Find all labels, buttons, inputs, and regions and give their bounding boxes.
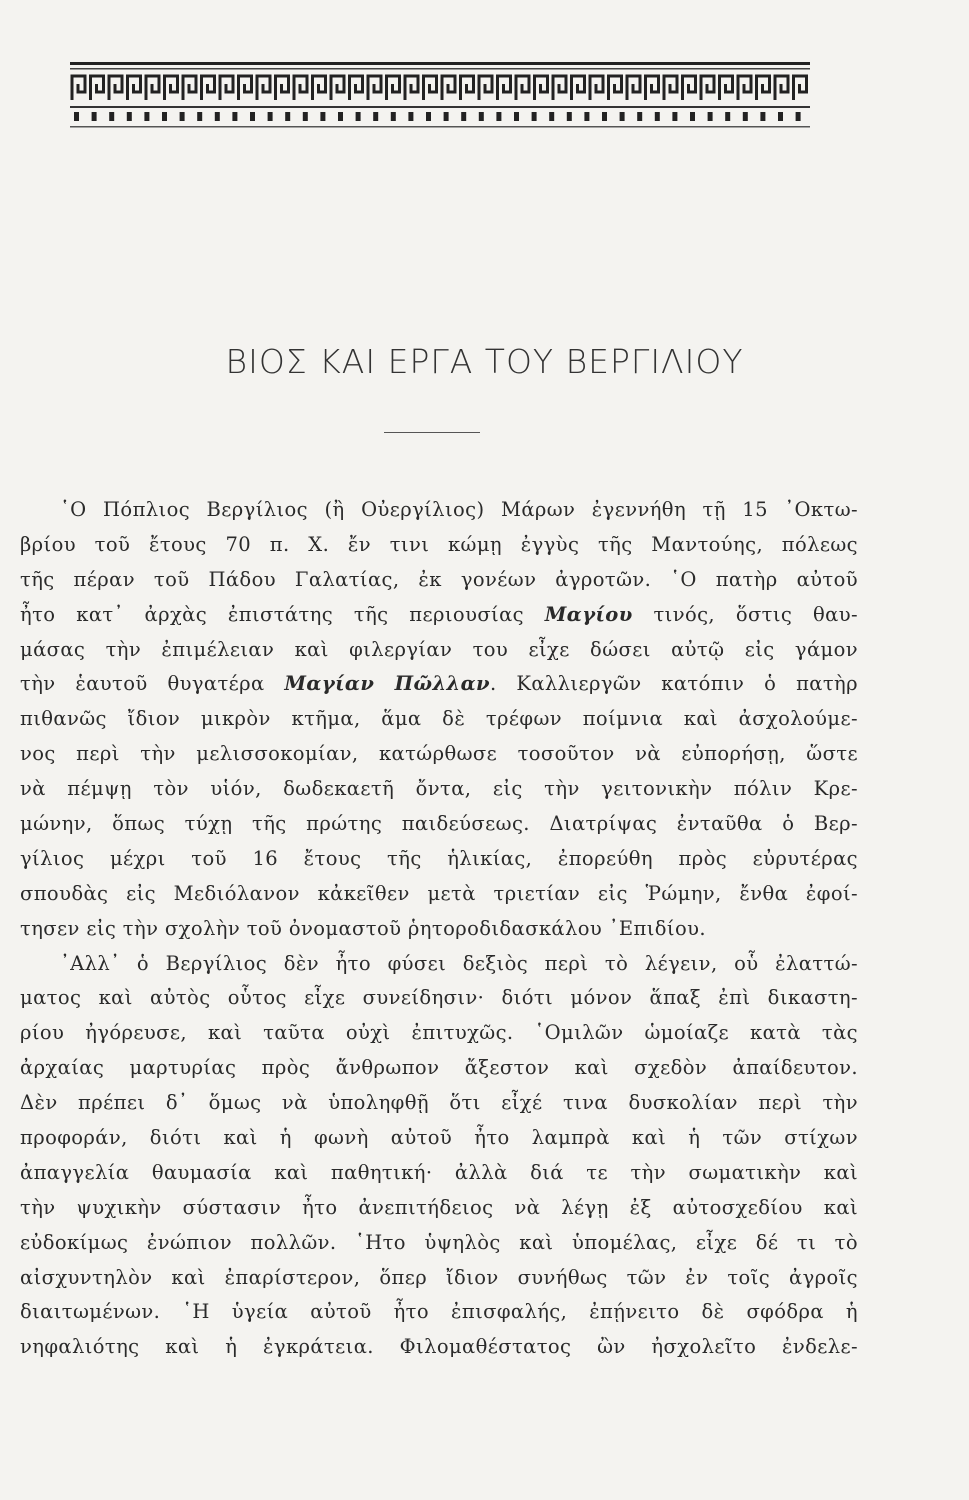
text-line: ἦτο κατ᾿ ἀρχὰς ἐπιστάτης τῆς περιουσίας Μαγίου τινός, ὅστις θαυ-	[20, 602, 858, 626]
body-text	[20, 493, 858, 1365]
text-line: μάσας τὴν ἐπιμέλειαν καὶ φιλεργίαν του εἶχε δώσει αὐτῷ εἰς γάμον	[20, 637, 858, 661]
text-line: νὰ πέμψῃ τὸν υἱόν, δωδεκαετῆ ὄντα, εἰς τὴν γειτονικὴν πόλιν Κρε-	[20, 777, 858, 801]
text-line: ᾿Αλλ᾿ ὁ Βεργίλιος δὲν ἦτο φύσει δεξιὸς περὶ τὸ λέγειν, οὗ ἐλαττώ-	[60, 951, 858, 975]
text-line: μώνην, ὅπως τύχῃ τῆς πρώτης παιδεύσεως. Διατρίψας ἐνταῦθα ὁ Βερ-	[20, 812, 858, 836]
text-line: τὴν ψυχικὴν σύστασιν ἦτο ἀνεπιτήδειος νὰ λέγῃ ἐξ αὐτοσχεδίου καὶ	[20, 1195, 858, 1219]
text-line: ρίου ἠγόρευσε, καὶ ταῦτα οὐχὶ ἐπιτυχῶς. ῾Ομιλῶν ὡμοίαζε κατὰ τὰς	[20, 1021, 858, 1045]
text-line: νηφαλιότης καὶ ἡ ἐγκράτεια. Φιλομαθέστατος ὢν ἠσχολεῖτο ἐνδελε-	[20, 1335, 858, 1359]
text-line: διαιτωμένων. ῾Η ὑγεία αὐτοῦ ἦτο ἐπισφαλής, ἐπῄνειτο δὲ σφόδρα ἡ	[20, 1300, 858, 1324]
text-line: αἰσχυντηλὸν καὶ ἐπαρίστερον, ὅπερ ἴδιον συνήθως τῶν ἐν τοῖς ἀγροῖς	[20, 1265, 858, 1289]
text-line: πιθανῶς ἴδιον μικρὸν κτῆμα, ἅμα δὲ τρέφων ποίμνια καὶ ἀσχολούμε-	[20, 707, 858, 731]
emphasized-name: Μαγίαν Πῶλλαν	[284, 672, 490, 696]
text-line: ῾Ο Πόπλιος Βεργίλιος (ἢ Οὐεργίλιος) Μάρων ἐγεννήθη τῇ 15 ᾿Οκτω-	[60, 498, 858, 521]
page-title: ΒΙΟΣ ΚΑΙ ΕΡΓΑ ΤΟΥ ΒΕΡΓΙΛΙΟΥ	[225, 342, 744, 381]
text-line: τὴν ἑαυτοῦ θυγατέρα Μαγίαν Πῶλλαν. Καλλιεργῶν κατόπιν ὁ πατὴρ	[20, 672, 858, 696]
text-line: σπουδὰς εἰς Μεδιόλανον κἀκεῖθεν μετὰ τριετίαν εἰς Ῥώμην, ἔνθα ἐφοί-	[20, 881, 858, 905]
text-line: τησεν εἰς τὴν σχολὴν τοῦ ὀνομαστοῦ ῥητοροδιδασκάλου ᾿Επιδίου.	[20, 916, 706, 940]
text-line: βρίου τοῦ ἔτους 70 π. Χ. ἔν τινι κώμῃ ἐγγὺς τῆς Μαντούης, πόλεως	[20, 532, 858, 556]
text-line: Δὲν πρέπει δ᾿ ὅμως νὰ ὑποληφθῇ ὅτι εἶχέ τινα δυσκολίαν περὶ τὴν	[20, 1091, 858, 1115]
text-line: εὐδοκίμως ἐνώπιον πολλῶν. ῾Ητο ὑψηλὸς καὶ ὑπομέλας, εἶχε δέ τι τὸ	[20, 1230, 858, 1254]
text-line: προφοράν, διότι καὶ ἡ φωνὴ αὐτοῦ ἦτο λαμπρὰ καὶ ἡ τῶν στίχων	[20, 1126, 858, 1150]
text-line: γίλιος μέχρι τοῦ 16 ἔτους τῆς ἡλικίας, ἐπορεύθη πρὸς εὐρυτέρας	[20, 846, 858, 870]
text-line: ἀρχαίας μαρτυρίας πρὸς ἄνθρωπον ἄξεστον καὶ σχεδὸν ἀπαίδευτον.	[20, 1056, 858, 1080]
text-line: νος περὶ τὴν μελισσοκομίαν, κατώρθωσε τοσοῦτον νὰ εὐπορήσῃ, ὥστε	[20, 742, 858, 766]
paragraph-2	[20, 947, 858, 1366]
emphasized-name: Μαγίου	[544, 602, 633, 626]
paragraph-1	[20, 493, 858, 947]
title-divider	[384, 432, 480, 433]
text-line: ματος καὶ αὐτὸς οὗτος εἶχε συνείδησιν· διότι μόνον ἅπαξ ἐπὶ δικαστη-	[20, 986, 858, 1010]
text-line: ἀπαγγελία θαυμασία καὶ παθητική· ἀλλὰ διά τε τὴν σωματικὴν καὶ	[20, 1160, 858, 1184]
greek-key-border-ornament	[70, 60, 810, 135]
text-line: τῆς πέραν τοῦ Πάδου Γαλατίας, ἐκ γονέων ἀγροτῶν. ῾Ο πατὴρ αὐτοῦ	[20, 567, 858, 591]
